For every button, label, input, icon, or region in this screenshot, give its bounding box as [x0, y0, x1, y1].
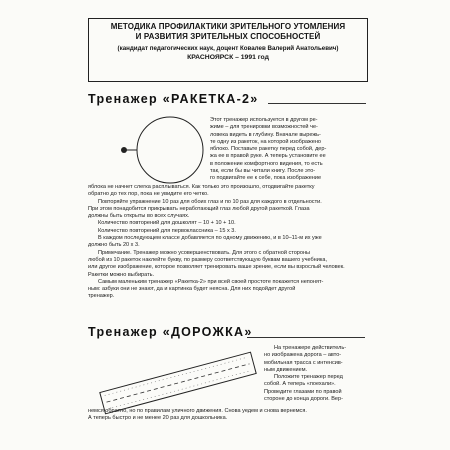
text-line: Проведите глазами по правой [264, 388, 342, 395]
text-line: жа ее в правой руке. А теперь установите ее [210, 153, 326, 160]
document-title-line2: И РАЗВИТИЯ ЗРИТЕЛЬНЫХ СПОСОБНОСТЕЙ [135, 32, 321, 41]
section-title-raketka: Тренажер «РАКЕТКА-2» [88, 92, 259, 106]
text-line: мобильная трасса с интенсив- [264, 359, 343, 366]
text-line: Самым маленьким тренажер «Ракетка-2» при всей своей простоте покажется непонят- [98, 278, 324, 285]
text-line: Этот тренажер используется в другом ре- [210, 117, 318, 123]
dorozhka-bottom-text [88, 408, 370, 423]
text-line: собой. А теперь «поехали». [264, 381, 336, 388]
text-line: любой из 10 ракеток наклейте букву, по размеру соответствующую буквам вашего учебника, [88, 256, 328, 263]
text-line: яблоко. Поставьте ракетку перед собой, дер- [210, 146, 327, 153]
text-line: го подвигайте ее к себе, пока изображение [210, 175, 322, 182]
text-line: В каждом последующем классе добавляется по одному движению, и в 10–11-м их уже [98, 235, 322, 242]
text-line: При этом понадобится прикрывать неработающий глаз любой другой ракеткой. Глаза [88, 205, 310, 212]
text-line: А теперь быстро и не менее 20 раз для дошкольника. [88, 415, 228, 422]
text-line: жиме – для тренировки возможностей че- [210, 124, 318, 131]
text-line: в положение комфортного видения, то есть [210, 160, 323, 167]
document-author: (кандидат педагогических наук, доцент Ковалев Валерий Анатольевич) [117, 45, 339, 52]
text-line: должно быть 20 x 3. [88, 242, 140, 249]
text-line: На тренажере действитель- [274, 345, 347, 351]
road-lane-line [105, 357, 248, 395]
text-line: те одну из ракеток, на которой изображено [210, 138, 321, 145]
text-line: ным: азбуки они не знают, да и картинка будет неясна. Для них подойдет другой [88, 286, 296, 293]
road-strip [100, 352, 256, 414]
text-line: обратно до тех пор, пока не увидите его четко. [88, 191, 209, 198]
text-line: ным движением. [264, 366, 308, 373]
text-line: но изображена дорога – авто- [264, 352, 342, 359]
road-center-line [107, 364, 250, 402]
document-title-line1: МЕТОДИКА ПРОФИЛАКТИКИ ЗРИТЕЛЬНОГО УТОМЛЕНИЯ [110, 22, 346, 31]
section-title-dorozhka: Тренажер «ДОРОЖКА» [88, 325, 253, 339]
text-line: ловека видеть в глубину. Вначале вырежь- [210, 131, 321, 138]
text-line: немся обратно, но по правилам уличного движения. Снова уедем и снова вернемся. [88, 408, 307, 414]
text-line: Количество повторений для первоклассника – 15 x 3. [98, 227, 236, 234]
text-line: Количество повторений для дошколят – 10 + 10 + 10. [98, 220, 236, 227]
text-line: Положите тренажер перед [274, 374, 343, 381]
text-line: Повторяйте упражнение 10 раз для обоих глаз и по 10 раз для каждого в отдельности. [98, 198, 322, 205]
dorozhka-side-text [264, 345, 370, 403]
road-lane-line [108, 371, 251, 409]
text-line: должны быть открыты во всех случаях. [88, 213, 190, 220]
text-line: Ракетки можно выбирать. [88, 271, 155, 278]
text-line: стороне до конца дороги. Вер- [264, 396, 343, 403]
document-city-year: КРАСНОЯРСК – 1991 год [187, 54, 269, 61]
text-line: так, если бы вы читали книгу. После это- [210, 168, 316, 175]
text-line: яблока не начнет слегка расплываться. Как только это произошло, отодвигайте ракетку [88, 184, 315, 190]
text-line: Примечание. Тренажер можно усовершенствовать. Для этого с обратной стороны [98, 249, 311, 256]
text-line: или другое изображение, которое позволяет тренировать ваше зрение, если вы взрослый человек. [88, 264, 345, 271]
text-line: тренажер. [88, 293, 115, 300]
